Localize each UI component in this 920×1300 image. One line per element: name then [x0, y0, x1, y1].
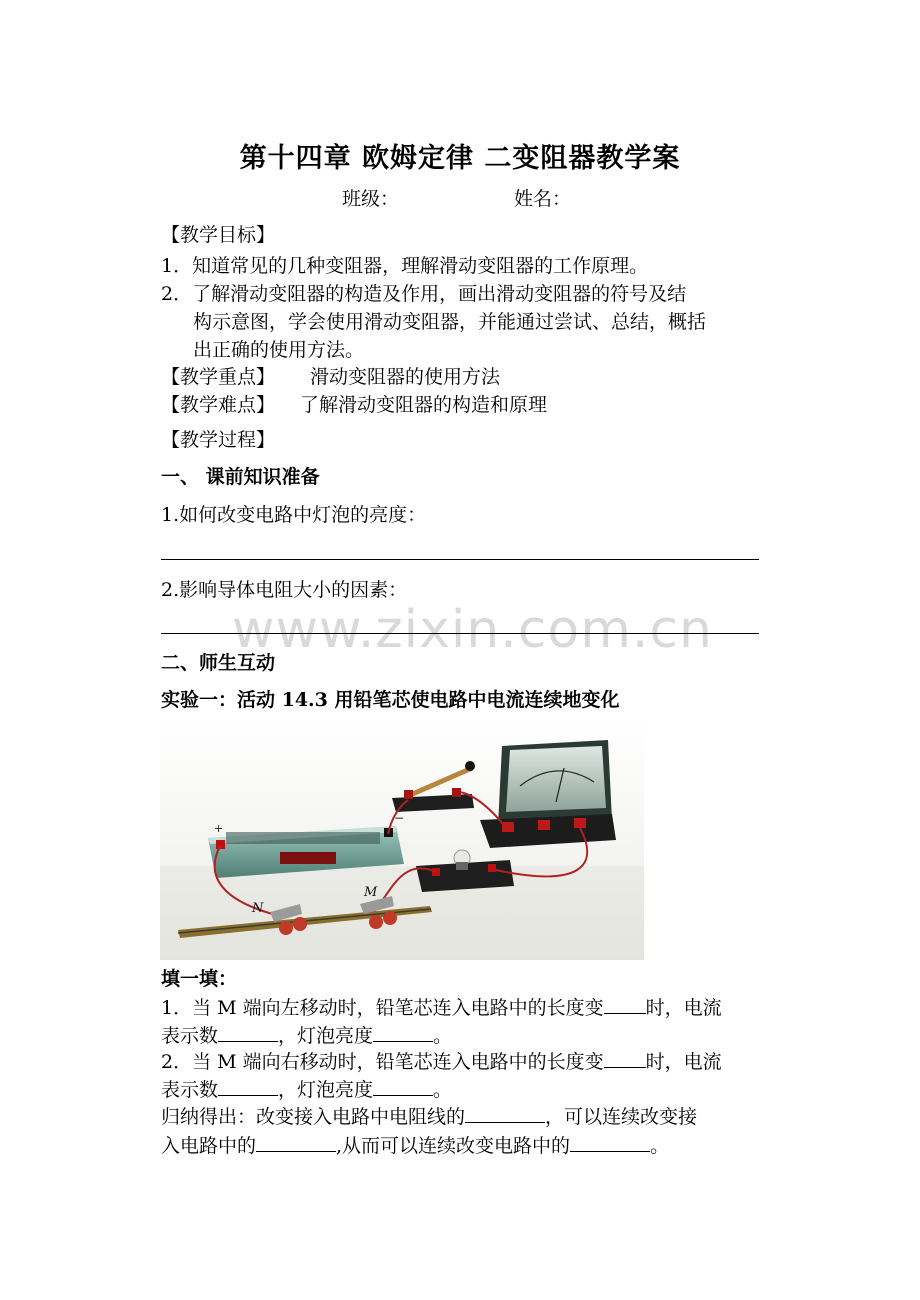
fill-text: 。: [433, 1079, 453, 1101]
goal-item-1: 1．知道常见的几种变阻器，理解滑动变阻器的工作原理。: [161, 255, 649, 277]
blank-field[interactable]: [373, 1075, 433, 1096]
goal-item-2-line-3: 出正确的使用方法。: [193, 339, 365, 361]
label-n: N: [252, 901, 264, 916]
blank-field[interactable]: [465, 1102, 545, 1123]
blank-field[interactable]: [604, 993, 646, 1014]
difficulty-label: 【教学难点】: [161, 394, 276, 416]
minus-label: −: [394, 811, 405, 825]
answer-line-1: [161, 559, 759, 560]
fill-text: 表示数: [161, 1079, 219, 1101]
label-m: M: [364, 885, 378, 900]
answer-line-2: [161, 633, 759, 634]
fill-text: 1．当 M 端向左移动时，铅笔芯连入电路中的长度变: [161, 997, 604, 1019]
key-point-text: 滑动变阻器的使用方法: [310, 366, 501, 388]
watermark: www.zixin.com.cn: [232, 600, 713, 660]
blank-field[interactable]: [218, 1021, 278, 1042]
goal-item-2-line-1: 2．了解滑动变阻器的构造及作用，画出滑动变阻器的符号及结: [161, 283, 687, 305]
fill-text: 时，电流: [645, 997, 722, 1019]
fill-line-4: [161, 1075, 452, 1105]
blank-field[interactable]: [570, 1131, 650, 1152]
blank-field[interactable]: [373, 1021, 433, 1042]
question-1: 1.如何改变电路中灯泡的亮度：: [161, 504, 427, 526]
class-label: 班级：: [342, 188, 400, 210]
fill-text: 归纳得出：改变接入电路中电阻线的: [161, 1106, 466, 1128]
fill-text: ，灯泡亮度: [278, 1079, 374, 1101]
blank-field[interactable]: [256, 1131, 336, 1152]
fill-text: ，灯泡亮度: [278, 1025, 374, 1047]
question-2: 2.影响导体电阻大小的因素：: [161, 579, 408, 601]
difficulty-text: 了解滑动变阻器的构造和原理: [300, 394, 548, 416]
fill-line-6: [161, 1131, 669, 1161]
fill-text: 2．当 M 端向右移动时，铅笔芯连入电路中的长度变: [161, 1051, 604, 1073]
fill-line-3: [161, 1047, 722, 1077]
goals-heading: 【教学目标】: [161, 224, 276, 246]
fill-text: 。: [433, 1025, 453, 1047]
key-point-label: 【教学重点】: [161, 366, 276, 388]
name-label: 姓名：: [514, 188, 572, 210]
experiment-title: 实验一：活动 14.3 用铅笔芯使电路中电流连续地变化: [161, 689, 620, 711]
fill-text: ，可以连续改变接: [545, 1106, 698, 1128]
plus-label: +: [214, 822, 224, 835]
blank-field[interactable]: [218, 1075, 278, 1096]
fill-text: 入电路中的: [161, 1135, 257, 1157]
blank-field[interactable]: [604, 1047, 646, 1068]
goal-item-2-line-2: 构示意图，学会使用滑动变阻器，并能通过尝试、总结，概括: [193, 311, 707, 333]
fill-text: 时，电流: [645, 1051, 722, 1073]
experiment-photo: [160, 716, 644, 960]
fill-line-1: [161, 993, 722, 1023]
fill-text: 表示数: [161, 1025, 219, 1047]
fill-heading: 填一填：: [161, 968, 238, 990]
page-title: 第十四章 欧姆定律 二变阻器教学案: [239, 143, 681, 174]
fill-text: ,从而可以连续改变电路中的: [336, 1135, 571, 1157]
section-2-heading: 二、师生互动: [161, 652, 276, 674]
process-heading: 【教学过程】: [161, 429, 276, 451]
section-1-heading: 一、 课前知识准备: [161, 466, 320, 488]
fill-line-5: [161, 1102, 697, 1132]
fill-text: 。: [650, 1135, 670, 1157]
